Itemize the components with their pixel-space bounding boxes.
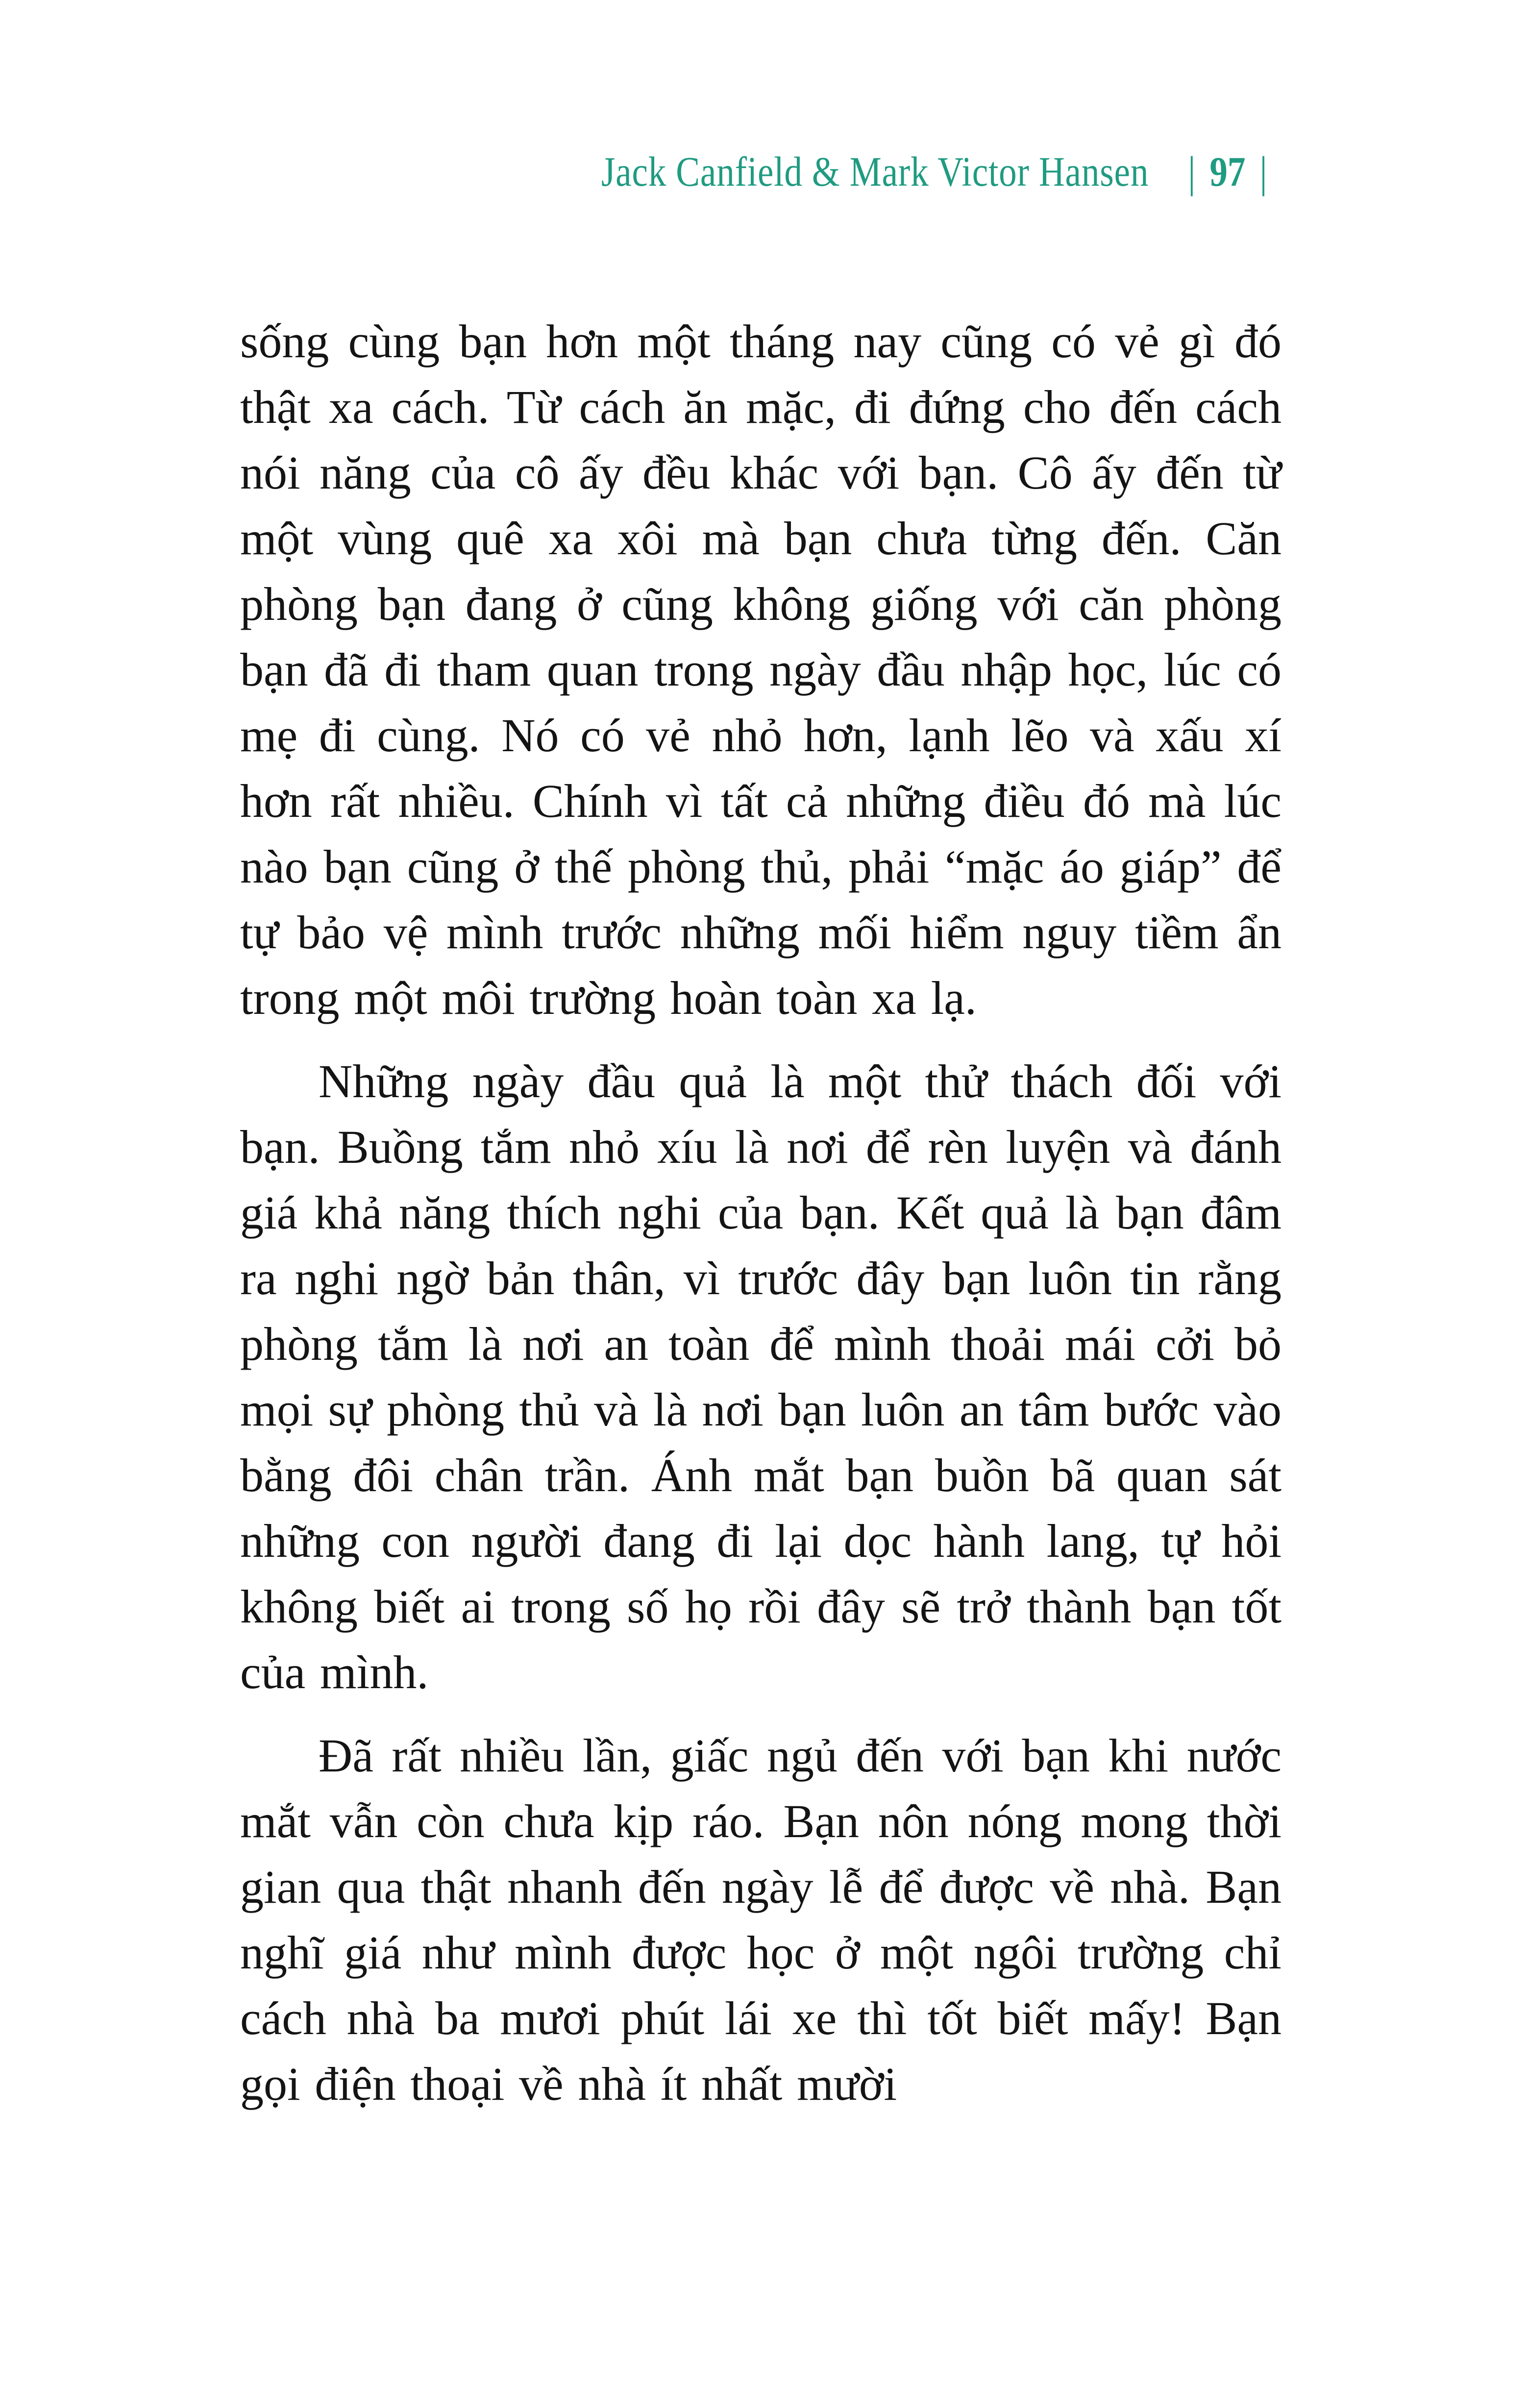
header-separator-left: | <box>1188 148 1196 197</box>
page-body <box>240 309 1282 2117</box>
running-head-authors: Jack Canfield & Mark Victor Hansen <box>601 148 1149 195</box>
paragraph-2: Những ngày đầu quả là một thử thách đối với bạn. Buồng tắm nhỏ xíu là nơi để rèn luyện và đánh giá khả năng thích nghi của bạn. Kết quả là bạn đâm ra nghi ngờ bản thân, vì trước đây bạn luôn tin rằng phòng tắm là nơi an toàn để mình thoải mái cởi bỏ mọi sự phòng thủ và là nơi bạn luôn an tâm bước vào bằng đôi chân trần. Ánh mắt bạn buồn bã quan sát những con người đang đi lại dọc hành lang, tự hỏi không biết ai trong số họ rồi đây sẽ trở thành bạn tốt của mình. <box>240 1055 1282 1698</box>
header-separator-right: | <box>1259 148 1268 197</box>
page-number: 97 <box>1209 148 1246 195</box>
paragraph-3: Đã rất nhiều lần, giấc ngủ đến với bạn khi nước mắt vẫn còn chưa kịp ráo. Bạn nôn nóng mong thời gian qua thật nhanh đến ngày lễ để được về nhà. Bạn nghĩ giá như mình được học ở một ngôi trường chỉ cách nhà ba mươi phút lái xe thì tốt biết mấy! Bạn gọi điện thoại về nhà ít nhất mười <box>240 1729 1282 2110</box>
page-header <box>240 147 1282 196</box>
paragraph-1: sống cùng bạn hơn một tháng nay cũng có vẻ gì đó thật xa cách. Từ cách ăn mặc, đi đứng cho đến cách nói năng của cô ấy đều khác với bạn. Cô ấy đến từ một vùng quê xa xôi mà bạn chưa từng đến. Căn phòng bạn đang ở cũng không giống với căn phòng bạn đã đi tham quan trong ngày đầu nhập học, lúc có mẹ đi cùng. Nó có vẻ nhỏ hơn, lạnh lẽo và xấu xí hơn rất nhiều. Chính vì tất cả những điều đó mà lúc nào bạn cũng ở thế phòng thủ, phải “mặc áo giáp” để tự bảo vệ mình trước những mối hiểm nguy tiềm ẩn trong một môi trường hoàn toàn xa lạ. <box>240 315 1282 1024</box>
running-head-line <box>601 147 1282 196</box>
